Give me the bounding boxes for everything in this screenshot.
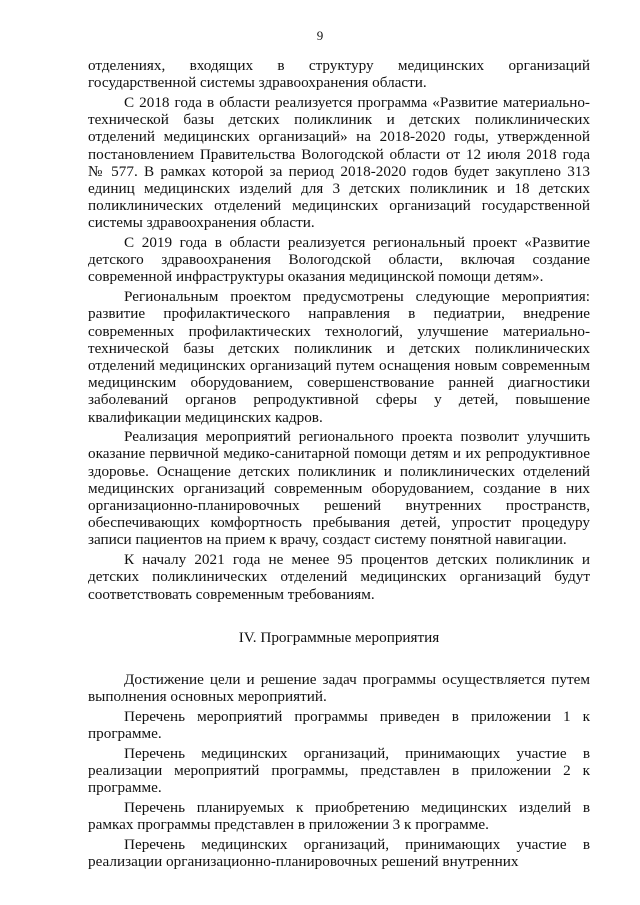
section-heading: IV. Программные мероприятия — [238, 628, 440, 646]
paragraph-project-2019: С 2019 года в области реализуется региональный проект «Развитие детского здравоохранения Вологодской области, включая создание современной инфраструктуры оказания медицинской помощи детям». — [88, 234, 590, 286]
paragraph-continuation: отделениях, входящих в структуру медицинских организаций государственной системы здравоохранения области. — [88, 57, 590, 92]
page-number: 9 — [316, 28, 324, 43]
paragraph-organizations: Перечень медицинских организаций, принимающих участие в реализации организационно-планировочных решений внутренних — [88, 835, 590, 871]
paragraph-appendix-1: Перечень мероприятий программы приведен в приложении 1 к программе. — [88, 707, 590, 743]
paragraph-target-2021: К началу 2021 года не менее 95 процентов детских поликлиник и детских поликлинических отделений медицинских организаций будут соответствовать современным требованиям. — [88, 551, 590, 603]
paragraph-project-measures: Региональным проектом предусмотрены следующие мероприятия: развитие профилактического направления в педиатрии, внедрение современных профилактических технологий, улучшение материально-технической базы детских поликлиник и детских поликлинических отделений медицинских организаций путем оснащения новым современным медицинским оборудованием, совершенствование ранней диагностики заболеваний органов репродуктивной сферы у детей, повышение квалификации медицинских кадров. — [88, 288, 590, 426]
document-body — [88, 57, 590, 873]
paragraph-program-2018: С 2018 года в области реализуется программа «Развитие материально-технической базы детских поликлиник и детских поликлинических отделений медицинских организаций» на 2018-2020 годы, утвержденной постановлением Правительства Вологодской области от 12 июля 2018 года № 577. В рамках которой за период 2018-2020 годов будет закуплено 313 единиц медицинских изделий для 3 детских поликлиник и 18 детских поликлинических отделений медицинских организаций государственной системы здравоохранения области. — [88, 93, 590, 232]
paragraph-appendix-3: Перечень планируемых к приобретению медицинских изделий в рамках программы представлен в приложении 3 к программе. — [88, 798, 590, 834]
paragraph-goal: Достижение цели и решение задач программы осуществляется путем выполнения основных мероприятий. — [88, 671, 590, 706]
paragraph-project-results: Реализация мероприятий регионального проекта позволит улучшить оказание первичной медико-санитарной помощи детям и их репродуктивное здоровье. Оснащение детских поликлиник и поликлинических отделений медицинских организаций современным оборудованием, создание в них организационно-планировочных решений внутренних пространств, обеспечивающих комфортность пребывания детей, упростит процедуру записи пациентов на прием к врачу, создаст систему понятной навигации. — [88, 428, 590, 549]
paragraph-appendix-2: Перечень медицинских организаций, принимающих участие в реализации мероприятий программы, представлен в приложении 2 к программе. — [88, 744, 590, 797]
